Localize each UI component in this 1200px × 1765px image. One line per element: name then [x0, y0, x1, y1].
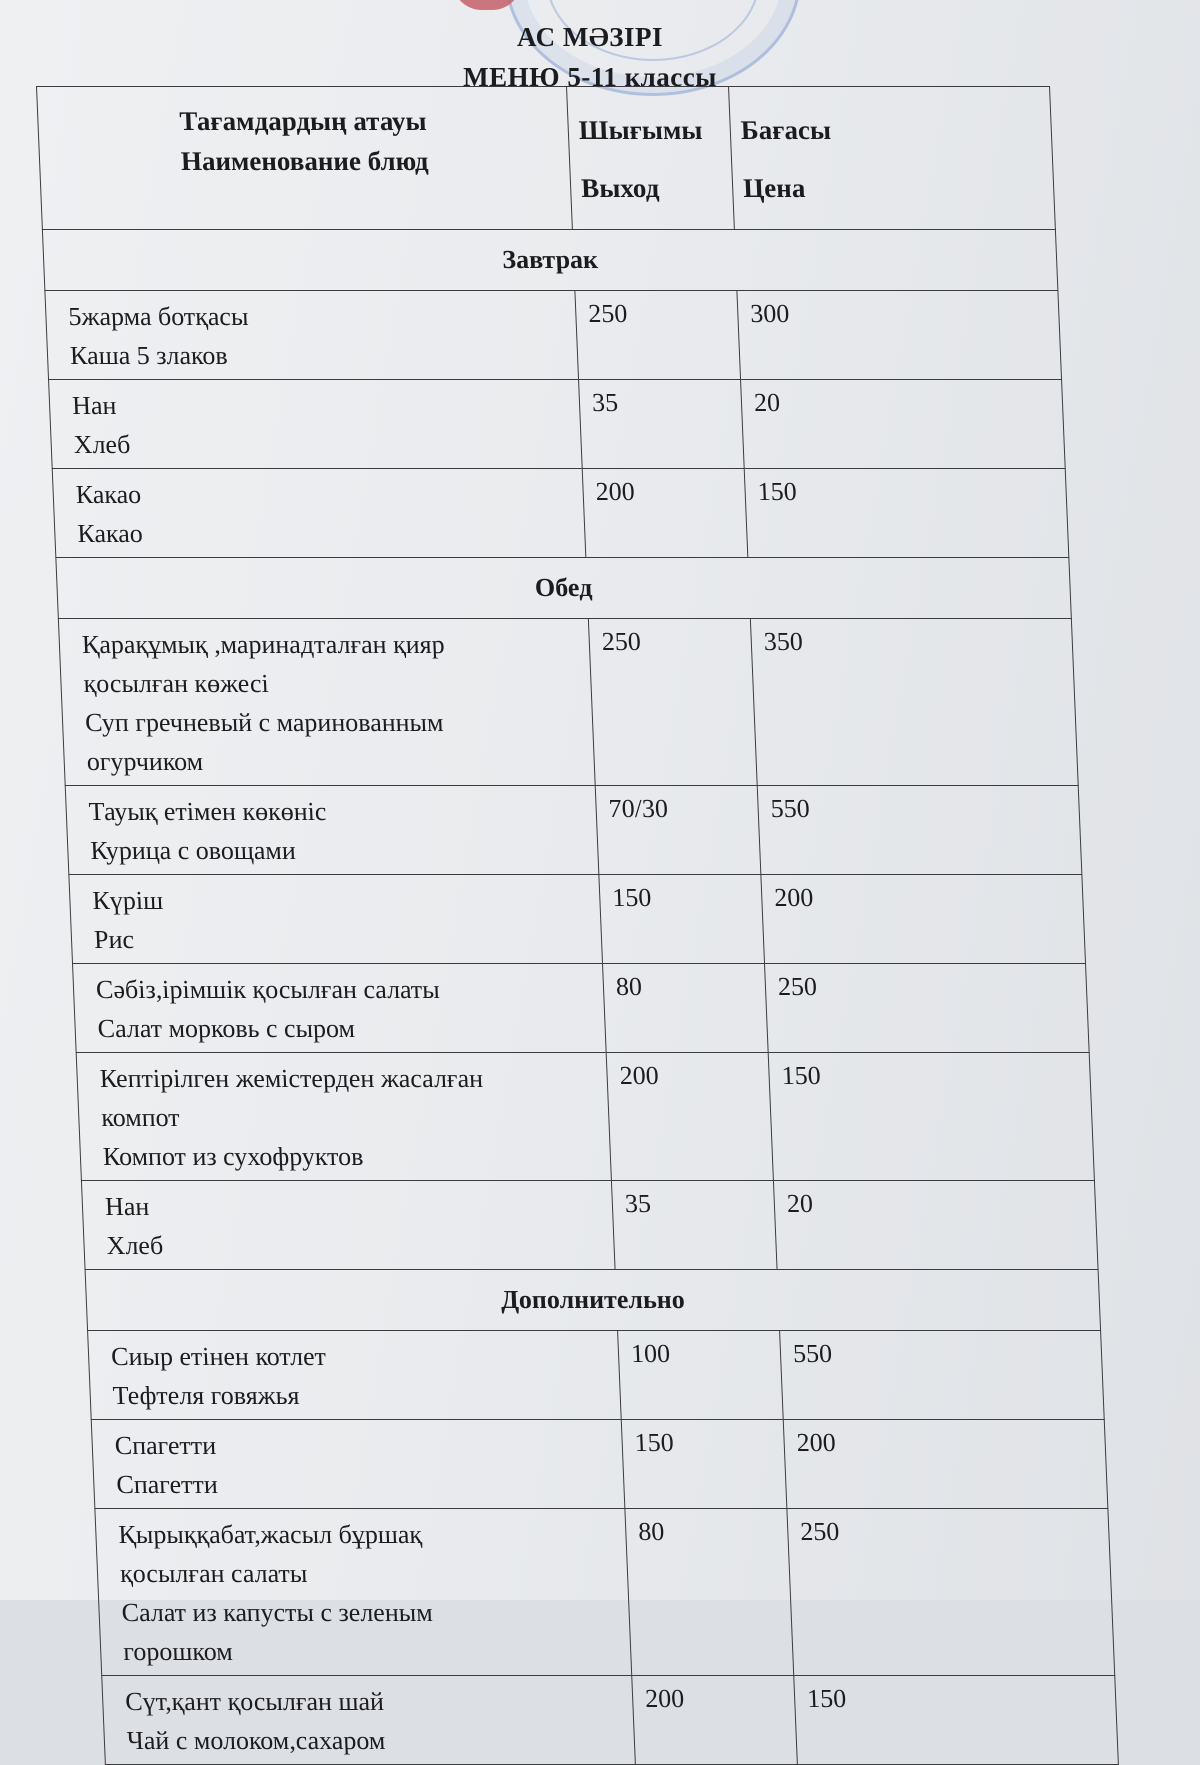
section-row: [42, 230, 1058, 291]
dish-name-line: компот: [100, 1103, 181, 1132]
dish-name-line: қосылған көжесі: [82, 669, 270, 698]
header-dish-name-ru: Наименование блюд: [180, 146, 429, 176]
menu-title-ru: МЕНЮ 5-11 классы: [463, 62, 717, 92]
dish-name-line: Суп гречневый с маринованным: [84, 708, 444, 737]
table-header-row: [37, 87, 1056, 230]
section-row: [56, 558, 1072, 619]
dish-name-line: огурчиком: [86, 747, 204, 776]
dish-name-line: Күріш: [91, 886, 164, 915]
dish-name-cell: [58, 619, 595, 786]
dish-name-cell: [73, 964, 607, 1053]
yield-cell: 200: [632, 1676, 798, 1765]
dish-name-line: Курица с овощами: [89, 836, 297, 865]
table-row: [73, 964, 1090, 1053]
dish-name-line: Сүт,қант қосылған шай: [124, 1687, 385, 1716]
dish-name-cell: [95, 1509, 632, 1676]
dish-name-line: Сәбіз,ірімшік қосылған салаты: [95, 975, 441, 1004]
price-cell: 550: [757, 786, 1082, 875]
dish-name-cell: [88, 1331, 622, 1420]
dish-name-line: Рис: [93, 925, 135, 954]
dish-name-line: горошком: [122, 1637, 234, 1666]
menu-table: [36, 86, 1119, 1765]
yield-cell: 80: [603, 964, 769, 1053]
price-cell: 150: [794, 1676, 1119, 1765]
yield-cell: 35: [579, 380, 745, 469]
price-cell: 250: [787, 1509, 1115, 1676]
header-price-ru: Цена: [742, 173, 806, 203]
section-title: Завтрак: [42, 230, 1058, 291]
dish-name-line: Какао: [76, 519, 144, 548]
table-row: [91, 1420, 1108, 1509]
dish-name-line: Какао: [75, 480, 142, 509]
dish-name-line: Салат из капусты с зеленым: [121, 1598, 434, 1627]
dish-name-cell: [65, 786, 599, 875]
yield-cell: 250: [588, 619, 757, 786]
header-price-kz: Бағасы: [740, 115, 832, 145]
section-row: [85, 1270, 1101, 1331]
table-row: [58, 619, 1078, 786]
table-row: [76, 1053, 1094, 1181]
dish-name-line: Салат морковь с сыром: [97, 1014, 356, 1043]
yield-cell: 100: [618, 1331, 784, 1420]
price-cell: 150: [744, 469, 1069, 558]
table-row: [45, 291, 1062, 380]
dish-name-line: Тефтеля говяжья: [112, 1381, 300, 1410]
dish-name-cell: [45, 291, 579, 380]
table-row: [102, 1676, 1119, 1765]
header-price: [729, 87, 1056, 230]
header-yield: [567, 87, 735, 230]
table-row: [81, 1181, 1098, 1270]
dish-name-line: Нан: [104, 1192, 150, 1221]
yield-cell: 150: [621, 1420, 787, 1509]
price-cell: 150: [768, 1053, 1094, 1181]
table-row: [49, 380, 1066, 469]
header-dish-name: [37, 87, 573, 230]
header-yield-kz: Шығымы: [578, 115, 703, 145]
dish-name-line: Хлеб: [105, 1231, 164, 1260]
header-yield-ru: Выход: [580, 173, 660, 203]
dish-name-line: Спагетти: [115, 1470, 219, 1499]
yield-cell: 200: [606, 1053, 773, 1181]
yield-cell: 250: [575, 291, 741, 380]
dish-name-cell: [76, 1053, 611, 1181]
price-cell: 350: [750, 619, 1078, 786]
section-title: Обед: [56, 558, 1072, 619]
section-title: Дополнительно: [85, 1270, 1101, 1331]
menu-table-body: [37, 87, 1119, 1765]
price-cell: 20: [773, 1181, 1098, 1270]
table-row: [88, 1331, 1105, 1420]
price-cell: 200: [761, 875, 1086, 964]
dish-name-line: қосылған салаты: [119, 1559, 308, 1588]
dish-name-line: Каша 5 злаков: [69, 341, 229, 370]
dish-name-line: Сиыр етінен котлет: [110, 1342, 327, 1371]
dish-name-cell: [52, 469, 586, 558]
price-cell: 20: [741, 380, 1066, 469]
price-cell: 550: [780, 1331, 1105, 1420]
dish-name-line: Кептірілген жемістерден жасалған: [99, 1064, 484, 1093]
yield-cell: 150: [599, 875, 765, 964]
dish-name-line: Спагетти: [114, 1431, 217, 1460]
yield-cell: 200: [582, 469, 748, 558]
menu-title-kz: АС МӘЗІРІ: [516, 22, 664, 52]
dish-name-line: Қарақұмық ,маринадталған қияр: [81, 630, 446, 659]
price-cell: 300: [737, 291, 1062, 380]
table-row: [52, 469, 1069, 558]
table-row: [69, 875, 1086, 964]
table-row: [95, 1509, 1115, 1676]
dish-name-cell: [69, 875, 603, 964]
dish-name-line: 5жарма ботқасы: [67, 302, 249, 331]
yield-cell: 70/30: [595, 786, 761, 875]
dish-name-cell: [102, 1676, 636, 1765]
price-cell: 250: [765, 964, 1090, 1053]
dish-name-line: Нан: [71, 391, 117, 420]
dish-name-line: Қырыққабат,жасыл бұршақ: [117, 1520, 423, 1549]
dish-name-line: Компот из сухофруктов: [102, 1142, 364, 1171]
table-row: [65, 786, 1082, 875]
yield-cell: 80: [625, 1509, 794, 1676]
dish-name-cell: [91, 1420, 625, 1509]
dish-name-cell: [49, 380, 583, 469]
dish-name-line: Чай с молоком,сахаром: [126, 1726, 386, 1755]
yield-cell: 35: [611, 1181, 777, 1270]
dish-name-line: Хлеб: [73, 430, 131, 459]
price-cell: 200: [783, 1420, 1108, 1509]
dish-name-cell: [81, 1181, 615, 1270]
dish-name-line: Тауық етімен көкөніс: [88, 797, 327, 826]
header-dish-name-kz: Тағамдардың атауы: [178, 106, 428, 136]
